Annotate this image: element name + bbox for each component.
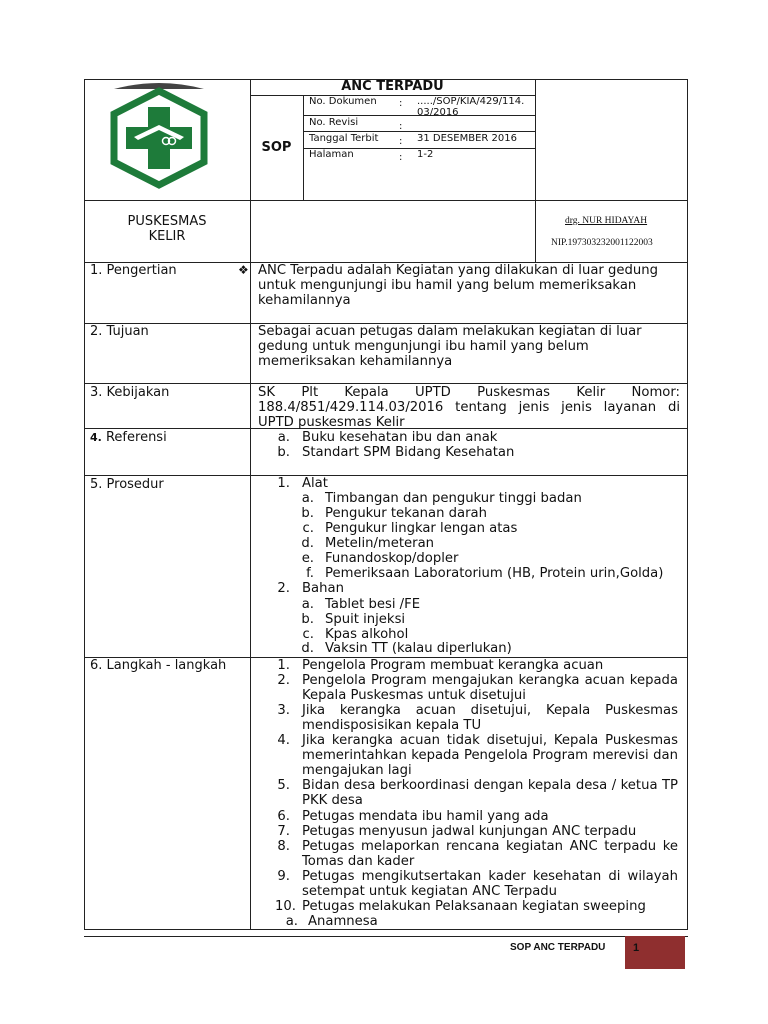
- list-marker: c.: [302, 627, 314, 642]
- kebijakan-text: SK Plt Kepala UPTD Puskesmas Kelir Nomor: 188.4/851/429.114.03/2016 tentang jenis jenis layanan di UPTD puskesmas Kelir: [258, 385, 680, 430]
- list-item: Anamnesa: [308, 914, 378, 929]
- field-label-halaman: Halaman: [309, 149, 354, 160]
- list-item: Spuit injeksi: [325, 612, 406, 627]
- list-marker: d.: [301, 641, 314, 656]
- list-item: Petugas melakukan Pelaksanaan kegiatan sweeping: [302, 899, 646, 914]
- list-item: Funandoskop/dopler: [325, 551, 459, 566]
- list-item: Bidan desa berkoordinasi dengan kepala desa / ketua TP PKK desa: [302, 778, 678, 808]
- pengertian-text: ANC Terpadu adalah Kegiatan yang dilakukan di luar gedung untuk mengunjungi ibu hamil yang belum memeriksakan kehamilannya: [258, 263, 658, 308]
- list-marker: 3.: [277, 703, 290, 718]
- list-item: Jika kerangka acuan disetujui, Kepala Puskesmas mendisposisikan kepala TU: [302, 703, 678, 733]
- list-item: Pengelola Program membuat kerangka acuan: [302, 658, 604, 673]
- list-marker: a.: [277, 430, 290, 445]
- list-item: Metelin/meteran: [325, 536, 435, 551]
- tujuan-text: Sebagai acuan petugas dalam melakukan kegiatan di luar gedung untuk mengunjungi ibu hamil yang belum memeriksakan kehamilannya: [258, 324, 642, 369]
- page-number-badge: [625, 936, 685, 969]
- list-item: Vaksin TT (kalau diperlukan): [325, 641, 512, 656]
- list-item: Buku kesehatan ibu dan anak: [302, 430, 498, 445]
- list-item: Petugas mendata ibu hamil yang ada: [302, 809, 549, 824]
- section-label-kebijakan: 3. Kebijakan: [90, 385, 170, 400]
- list-item: Standart SPM Bidang Kesehatan: [302, 445, 515, 460]
- list-marker: 1.: [277, 658, 290, 673]
- list-item: Pemeriksaan Laboratorium (HB, Protein urin,Golda): [325, 566, 664, 581]
- field-value-tanggal-terbit: 31 DESEMBER 2016: [417, 133, 517, 144]
- section-number: 4.: [90, 431, 102, 444]
- list-marker: b.: [301, 506, 314, 521]
- signer-nip: NIP.197303232001122003: [551, 238, 653, 248]
- field-sep: :: [399, 121, 403, 132]
- list-item: Pengelola Program mengajukan kerangka acuan kepada Kepala Puskesmas untuk disetujui: [302, 673, 678, 703]
- list-marker: 10.: [275, 899, 296, 914]
- list-item: Petugas melaporkan rencana kegiatan ANC terpadu ke Tomas dan kader: [302, 839, 678, 869]
- diamond-bullet-icon: ❖: [238, 263, 249, 277]
- list-marker: b.: [301, 612, 314, 627]
- list-marker: 2.: [277, 673, 290, 688]
- footer-text: SOP ANC TERPADU: [510, 942, 606, 953]
- list-item: Petugas mengikutsertakan kader kesehatan di wilayah setempat untuk kegiatan ANC Terpadu: [302, 869, 678, 899]
- list-marker: 8.: [277, 839, 290, 854]
- list-item: Jika kerangka acuan tidak disetujui, Kepala Puskesmas memerintahkan kepada Pengelola Program merevisi dan mengajukan lagi: [302, 733, 678, 778]
- list-marker: 4.: [277, 733, 290, 748]
- list-marker: a.: [301, 491, 314, 506]
- sop-label: SOP: [261, 140, 292, 155]
- list-marker: 5.: [277, 778, 290, 793]
- puskesmas-logo: [104, 83, 214, 193]
- field-sep: :: [399, 136, 403, 147]
- field-sep: :: [399, 98, 403, 109]
- list-item: Tablet besi /FE: [325, 597, 421, 612]
- field-label-no-dokumen: No. Dokumen: [309, 96, 377, 107]
- list-marker: b.: [277, 445, 290, 460]
- field-label-tanggal-terbit: Tanggal Terbit: [309, 133, 379, 144]
- list-marker: 6.: [277, 809, 290, 824]
- field-sep: :: [399, 152, 403, 163]
- list-marker: d.: [301, 536, 314, 551]
- list-marker: c.: [302, 521, 314, 536]
- section-title: Referensi: [105, 430, 167, 445]
- list-item: Alat: [302, 476, 328, 491]
- list-item: Timbangan dan pengukur tinggi badan: [325, 491, 582, 506]
- list-item: Pengukur lingkar lengan atas: [325, 521, 518, 536]
- section-label-tujuan: 2. Tujuan: [90, 324, 149, 339]
- section-label-referensi: [90, 430, 167, 445]
- list-marker: e.: [301, 551, 314, 566]
- page-number: 1: [633, 942, 640, 954]
- list-marker: a.: [301, 597, 314, 612]
- document-title: ANC TERPADU: [341, 79, 444, 94]
- organization-name: PUSKESMAS KELIR: [127, 214, 207, 244]
- field-value-no-dokumen: ...../SOP/KIA/429/114. 03/2016: [417, 96, 525, 118]
- field-value-halaman: 1-2: [417, 149, 434, 160]
- list-marker: a.: [285, 914, 298, 929]
- list-marker: 1.: [277, 476, 290, 491]
- signer-name: drg. NUR HIDAYAH: [565, 216, 648, 226]
- list-marker: 7.: [277, 824, 290, 839]
- list-marker: 2.: [277, 581, 290, 596]
- section-label-pengertian: 1. Pengertian: [90, 263, 177, 278]
- section-label-prosedur: 5. Prosedur: [90, 477, 164, 492]
- field-label-no-revisi: No. Revisi: [309, 117, 359, 128]
- list-marker: f.: [306, 566, 314, 581]
- list-item: Pengukur tekanan darah: [325, 506, 487, 521]
- list-item: Bahan: [302, 581, 344, 596]
- section-label-langkah: 6. Langkah - langkah: [90, 658, 227, 673]
- list-item: Petugas menyusun jadwal kunjungan ANC terpadu: [302, 824, 637, 839]
- list-marker: 9.: [277, 869, 290, 884]
- list-item: Kpas alkohol: [325, 627, 409, 642]
